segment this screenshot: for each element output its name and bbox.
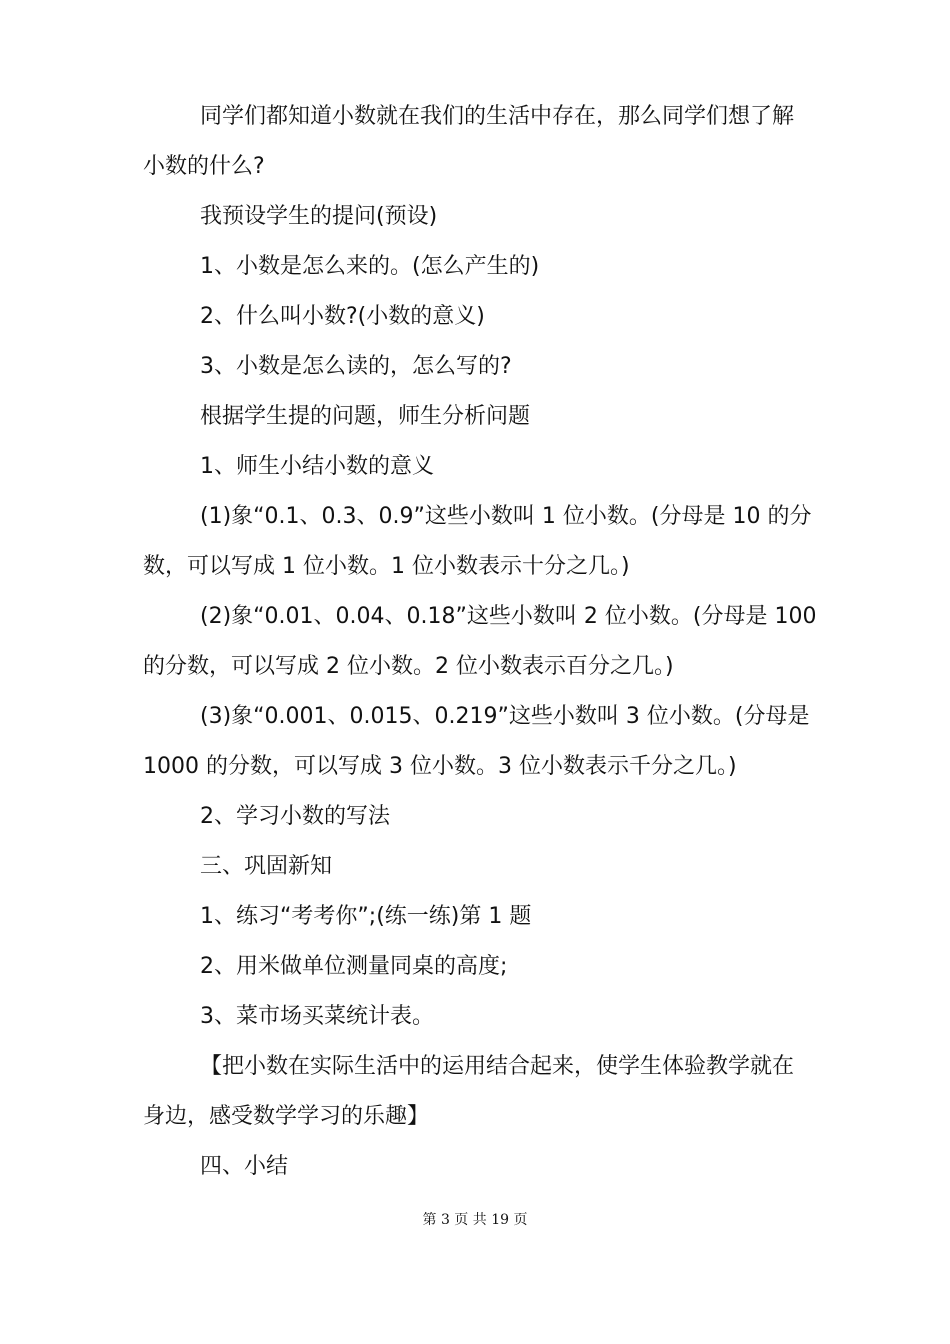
page-number-footer: 第 3 页 共 19 页 <box>422 1212 528 1228</box>
paragraph-line: (2)象“0.01、0.04、0.18”这些小数叫 2 位小数。(分母是 100 <box>200 604 817 629</box>
list-item: 2、什么叫小数?(小数的意义) <box>200 304 485 329</box>
list-item: 1、练习“考考你”;(练一练)第 1 题 <box>200 904 532 929</box>
paragraph-line: 【把小数在实际生活中的运用结合起来，使学生体验教学就在 <box>200 1054 795 1079</box>
list-item: 3、菜市场买菜统计表。 <box>200 1004 434 1029</box>
list-item: 3、小数是怎么读的，怎么写的? <box>200 354 512 379</box>
section-heading: 四、小结 <box>200 1154 289 1179</box>
paragraph-line: 身边，感受数学学习的乐趣】 <box>143 1104 430 1129</box>
section-heading: 2、学习小数的写法 <box>200 804 390 829</box>
paragraph-line: 小数的什么? <box>143 154 265 179</box>
paragraph-line: 我预设学生的提问(预设) <box>200 204 438 229</box>
paragraph-line: 1000 的分数，可以写成 3 位小数。3 位小数表示千分之几。) <box>143 754 737 779</box>
paragraph-line: (3)象“0.001、0.015、0.219”这些小数叫 3 位小数。(分母是 <box>200 704 810 729</box>
paragraph-line: 数，可以写成 1 位小数。1 位小数表示十分之几。) <box>143 554 630 579</box>
list-item: 1、小数是怎么来的。(怎么产生的) <box>200 254 540 279</box>
list-item: 2、用米做单位测量同桌的高度; <box>200 954 508 979</box>
paragraph-line: 根据学生提的问题，师生分析问题 <box>200 404 531 429</box>
document-body <box>143 92 817 1192</box>
paragraph-line: (1)象“0.1、0.3、0.9”这些小数叫 1 位小数。(分母是 10 的分 <box>200 504 812 529</box>
paragraph-line: 同学们都知道小数就在我们的生活中存在，那么同学们想了解 <box>200 104 795 129</box>
section-heading: 1、师生小结小数的意义 <box>200 454 434 479</box>
paragraph-line: 的分数，可以写成 2 位小数。2 位小数表示百分之几。) <box>143 654 674 679</box>
section-heading: 三、巩固新知 <box>200 854 333 879</box>
